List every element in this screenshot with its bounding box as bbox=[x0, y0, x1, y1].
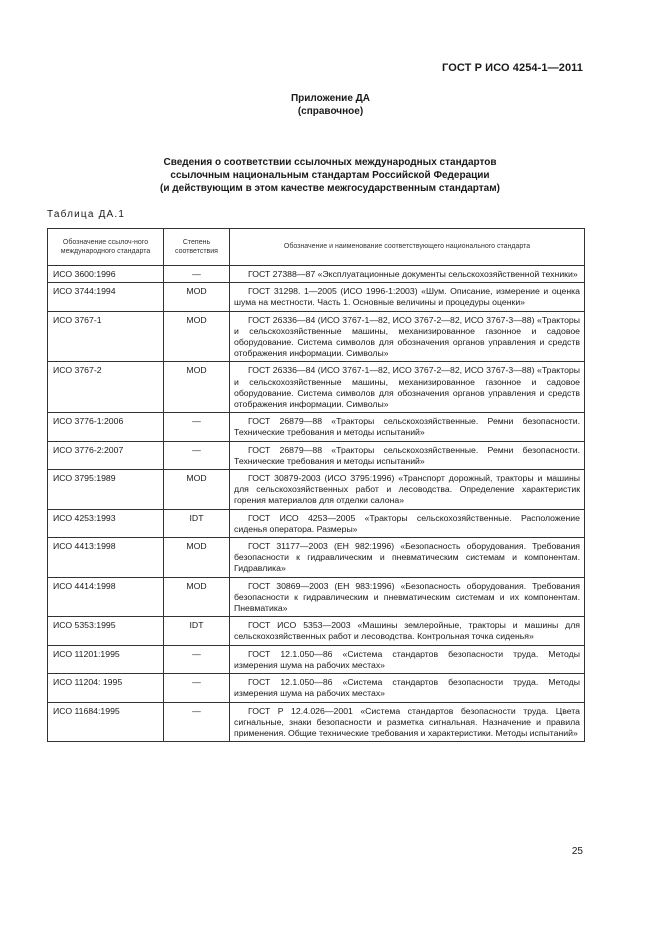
table-row bbox=[48, 702, 585, 742]
national-standard-text: ГОСТ 12.1.050—86 «Система стандартов безопасности труда. Методы измерения шума на рабочих местах» bbox=[234, 677, 580, 699]
column-header-iso: Обозначение ссылоч-ного международного стандарта bbox=[48, 229, 164, 266]
degree-cell: MOD bbox=[164, 470, 230, 510]
table-row bbox=[48, 413, 585, 441]
table-row bbox=[48, 645, 585, 673]
national-standard-text: ГОСТ 12.1.050—86 «Система стандартов безопасности труда. Методы измерения шума на рабочих местах» bbox=[234, 648, 580, 670]
national-standard-text: ГОСТ 26879—88 «Тракторы сельскохозяйственные. Ремни безопасности. Технические требования и методы испытаний» bbox=[234, 444, 580, 466]
document-code: ГОСТ Р ИСО 4254-1—2011 bbox=[442, 62, 583, 74]
iso-standard-cell: ИСО 3776-2:2007 bbox=[48, 441, 164, 469]
national-standard-cell bbox=[230, 538, 585, 578]
degree-cell: IDT bbox=[164, 509, 230, 537]
annex-heading bbox=[0, 92, 661, 118]
iso-standard-cell: ИСО 4414:1998 bbox=[48, 577, 164, 617]
iso-standard-cell: ИСО 5353:1995 bbox=[48, 617, 164, 645]
national-standard-cell bbox=[230, 413, 585, 441]
table-row bbox=[48, 470, 585, 510]
annex-title: Приложение ДА bbox=[290, 93, 371, 104]
table-row bbox=[48, 283, 585, 311]
degree-cell: IDT bbox=[164, 617, 230, 645]
table-row bbox=[48, 538, 585, 578]
national-standard-cell bbox=[230, 645, 585, 673]
national-standard-cell bbox=[230, 617, 585, 645]
national-standard-cell bbox=[230, 577, 585, 617]
degree-cell: — bbox=[164, 645, 230, 673]
iso-standard-cell: ИСО 3776-1:2006 bbox=[48, 413, 164, 441]
iso-standard-cell: ИСО 3744:1994 bbox=[48, 283, 164, 311]
iso-standard-cell: ИСО 3767-1 bbox=[48, 311, 164, 362]
national-standard-cell bbox=[230, 266, 585, 283]
degree-cell: MOD bbox=[164, 311, 230, 362]
table-title-line: (и действующим в этом качестве межгосударственным стандартам) bbox=[160, 183, 500, 194]
national-standard-cell bbox=[230, 283, 585, 311]
table-row bbox=[48, 509, 585, 537]
iso-standard-cell: ИСО 11204: 1995 bbox=[48, 674, 164, 702]
national-standard-text: ГОСТ 26336—84 (ИСО 3767-1—82, ИСО 3767-2—82, ИСО 3767-3—88) «Тракторы и сельскохозяйственные машины, механизированное газонное и садовое оборудование. Система символов для обозначения органов управления и средств отображения информации. Символы» bbox=[234, 365, 580, 410]
national-standard-text: ГОСТ 27388—87 «Эксплуатационные документы сельскохозяйственной техники» bbox=[248, 269, 578, 279]
degree-cell: MOD bbox=[164, 577, 230, 617]
national-standard-cell bbox=[230, 362, 585, 413]
national-standard-text: ГОСТ ИСО 5353—2003 «Машины землеройные, тракторы и машины для сельскохозяйственных работ и лесоводства. Контрольная точка сиденья» bbox=[234, 620, 580, 642]
table-row bbox=[48, 441, 585, 469]
national-standard-cell bbox=[230, 470, 585, 510]
national-standard-text: ГОСТ 31298. 1—2005 (ИСО 1996-1:2003) «Шум. Описание, измерение и оценка шума на местности. Часть 1. Основные величины и процедуры оценки» bbox=[234, 286, 580, 308]
national-standard-cell bbox=[230, 311, 585, 362]
table-title bbox=[80, 156, 580, 195]
table-row bbox=[48, 311, 585, 362]
table-row bbox=[48, 266, 585, 283]
table-row bbox=[48, 617, 585, 645]
table-label: Таблица ДА.1 bbox=[47, 209, 126, 220]
table-row bbox=[48, 674, 585, 702]
annex-subtitle: (справочное) bbox=[297, 106, 364, 117]
table-row bbox=[48, 577, 585, 617]
degree-cell: — bbox=[164, 266, 230, 283]
degree-cell: — bbox=[164, 674, 230, 702]
correspondence-table bbox=[47, 228, 585, 742]
degree-cell: — bbox=[164, 413, 230, 441]
table-row bbox=[48, 362, 585, 413]
iso-standard-cell: ИСО 4253:1993 bbox=[48, 509, 164, 537]
national-standard-cell bbox=[230, 674, 585, 702]
iso-standard-cell: ИСО 4413:1998 bbox=[48, 538, 164, 578]
page-number: 25 bbox=[571, 846, 583, 857]
iso-standard-cell: ИСО 3600:1996 bbox=[48, 266, 164, 283]
national-standard-cell bbox=[230, 441, 585, 469]
degree-cell: — bbox=[164, 702, 230, 742]
national-standard-text: ГОСТ 30869—2003 (ЕН 983:1996) «Безопасность оборудования. Требования безопасности к гидравлическим и пневматическим системам и их компонентам. Пневматика» bbox=[234, 580, 580, 614]
degree-cell: MOD bbox=[164, 283, 230, 311]
iso-standard-cell: ИСО 11201:1995 bbox=[48, 645, 164, 673]
iso-standard-cell: ИСО 3767-2 bbox=[48, 362, 164, 413]
degree-cell: MOD bbox=[164, 362, 230, 413]
iso-standard-cell: ИСО 3795:1989 bbox=[48, 470, 164, 510]
column-header-national: Обозначение и наименование соответствующего национального стандарта bbox=[230, 229, 585, 266]
table-title-line: ссылочным национальным стандартам Российской Федерации bbox=[170, 170, 490, 181]
national-standard-text: ГОСТ 26879—88 «Тракторы сельскохозяйственные. Ремни безопасности. Технические требования и методы испытаний» bbox=[234, 416, 580, 438]
national-standard-cell bbox=[230, 509, 585, 537]
iso-standard-cell: ИСО 11684:1995 bbox=[48, 702, 164, 742]
national-standard-text: ГОСТ ИСО 4253—2005 «Тракторы сельскохозяйственные. Расположение сиденья оператора. Размеры» bbox=[234, 512, 580, 534]
table-body bbox=[48, 266, 585, 742]
degree-cell: MOD bbox=[164, 538, 230, 578]
national-standard-text: ГОСТ Р 12.4.026—2001 «Система стандартов безопасности труда. Цвета сигнальные, знаки безопасности и разметка сигнальная. Назначение и правила применения. Общие технические требования и характеристики. Методы испытаний» bbox=[234, 705, 580, 738]
national-standard-text: ГОСТ 30879-2003 (ИСО 3795:1996) «Транспорт дорожный, тракторы и машины для сельскохозяйственных работ и лесоводства. Определение характеристик горения материалов для отделки салона» bbox=[234, 473, 580, 506]
table-title-line: Сведения о соответствии ссылочных международных стандартов bbox=[163, 157, 497, 168]
degree-cell: — bbox=[164, 441, 230, 469]
national-standard-text: ГОСТ 31177—2003 (ЕН 982:1996) «Безопасность оборудования. Требования безопасности к гидравлическим и пневматическим системам и компонентам. Гидравлика» bbox=[234, 541, 580, 574]
table-header-row bbox=[48, 229, 585, 266]
column-header-degree: Степень соответствия bbox=[164, 229, 230, 266]
national-standard-cell bbox=[230, 702, 585, 742]
national-standard-text: ГОСТ 26336—84 (ИСО 3767-1—82, ИСО 3767-2—82, ИСО 3767-3—88) «Тракторы и сельскохозяйственные машины, механизированное газонное и садовое оборудование. Система символов для обозначения органов управления и средств отображения информации. Символы» bbox=[234, 314, 580, 359]
